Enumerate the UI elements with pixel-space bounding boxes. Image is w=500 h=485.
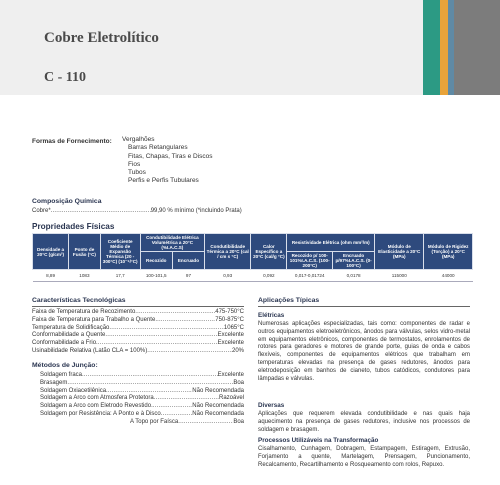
table-row: Soldagem fraca ..... Excelente (40, 372, 244, 380)
applications-title: Aplicações Típicas (258, 297, 320, 304)
composition-title: Composição Química (32, 198, 102, 205)
process-text: Cisalhamento, Cunhagem, Dobragem, Estampagem, Estiragem, Extrusão, Forjamento a quente, Martelagem, Prensagem, Puncionamento, Recalcamento, Recartilhamento e Rosqueamento com rolos, Repuxo. (258, 446, 470, 468)
cell-annealed: 100-101,5 (140, 270, 172, 282)
list-item: Fitas, Chapas, Tiras e Discos (128, 152, 213, 160)
forms-label: Formas de Fornecimento: (32, 138, 112, 145)
alloy-code: C - 110 (44, 70, 86, 85)
cell-elasticity: 115000 (375, 270, 424, 282)
table-row: Faixa de Temperatura para Trabalho a Quente ..... 750-875°C (32, 317, 244, 325)
th-elec-cond: Condutibilidade Elétrica Volumétrica a 20°C (%I.A.C.S) (140, 234, 204, 252)
th-rigidity: Módulo de Rigidez (Torção) a 20°C (MPa) (424, 234, 473, 270)
table-row: Soldagem a Arco com Atmosfera Protetora ..... Razoável (40, 395, 244, 403)
cell-res-annealed: 0,017-0,01724 (287, 270, 333, 282)
physical-properties-table (32, 233, 473, 282)
table-row: Soldagem por Resistência: A Ponto e à Disco ..... Não Recomendada (40, 411, 244, 419)
table-row: Soldagem a Arco com Eletrodo Revestido ..... Não Recomendada (40, 403, 244, 411)
tech-rows (32, 309, 244, 356)
cell-thermal: 0,93 (205, 270, 251, 282)
th-elasticity: Módulo de Elasticidade a 20°C (MPa) (375, 234, 424, 270)
th-hardened: Encruado (172, 252, 204, 270)
list-item: Barras Retangulares (128, 144, 188, 152)
th-density: Densidade a 20°C (g/cm³) (33, 234, 69, 270)
table-row: Conformabilidade a Quente ..... Excelente (32, 332, 244, 340)
electric-text: Numerosas aplicações especializadas, tais como: componentes de radar e outros equipamentos eletroeletrônicos, ânodos para válvulas, selos vidro-metal em equipamentos eletrônicos, componentes de termostatos, enrolamentos de rotores para geradores e motores de grande porte, guias de onda e cabos flexíveis, componentes de equipamentos elétricos que trabalham em temperaturas elevadas na presença de gases redutores, ânodos para eletrodeposição em banhos de cianeto, tubos catódicos, condutores para lâmpadas e válvulas. (258, 321, 470, 382)
table-row: Soldagem Oxiacetilênica ..... Não Recomendada (40, 388, 244, 396)
joining-rows (40, 372, 244, 427)
leader-dots (51, 208, 151, 216)
composition-row (32, 208, 282, 216)
header-band (0, 0, 500, 95)
th-resistivity: Resistividade Elétrica (ohm mm²/m) (287, 234, 375, 252)
diverse-title: Diversas (258, 402, 285, 409)
joining-title: Métodos de Junção: (32, 362, 98, 369)
stripe-green (423, 0, 440, 95)
cell-rigidity: 44000 (424, 270, 473, 282)
tech-title: Características Tecnológicas (32, 297, 126, 304)
list-item: Tubos (128, 169, 146, 177)
th-thermal: Condutibilidade Térmica a 20°C (cal / cm s °C) (205, 234, 251, 270)
stripe-gray (454, 0, 500, 95)
physical-title: Propriedades Físicas (32, 222, 115, 231)
list-item: Perfis e Perfis Tubulares (128, 177, 199, 185)
forms-list (122, 136, 213, 186)
cell-hardened: 97 (172, 270, 204, 282)
cell-melting: 1083 (69, 270, 101, 282)
table-row: Temperatura de Solidificação ..... 1065°C (32, 325, 244, 333)
th-annealed: Recozido (140, 252, 172, 270)
diverse-text: Aplicações que requerem elevada condutibilidade e nas quais haja aquecimento na presença de gases redutores, inclusive nos processos de soldagem e brasagem. (258, 411, 470, 433)
th-expansion: Coeficiente Médio de Expansão Térmica (20 - 300°C) (10⁻⁶/°C) (100, 234, 140, 270)
process-title: Processos Utilizáveis na Transformação (258, 437, 379, 444)
composition-key: Cobre* (32, 208, 51, 214)
table-row: Brasagem ..... Boa (40, 380, 244, 388)
table-row: A Topo por Faísca ..... Boa (40, 419, 244, 427)
th-melting: Ponto de Fusão (°C) (69, 234, 101, 270)
list-item: Vergalhões (122, 136, 155, 143)
table-row: Faixa de Temperatura de Recozimento ..... 475-750°C (32, 309, 244, 317)
th-specific-heat: Calor Específico a 20°C (cal/g °C) (251, 234, 287, 270)
electric-title: Elétricas (258, 312, 285, 319)
tech-rule (32, 306, 244, 307)
table-row: Conformabilidade a Frio ..... Excelente (32, 340, 244, 348)
cell-res-hardened: 0,0178 (333, 270, 375, 282)
list-item: Fios (128, 160, 141, 168)
applications-rule (258, 306, 470, 307)
cell-expansion: 17,7 (100, 270, 140, 282)
th-res-hardened: Encruado p/97%I.A.C.S. (0-100°C) (333, 252, 375, 270)
page-title: Cobre Eletrolítico (44, 30, 159, 46)
cell-specific-heat: 0,092 (251, 270, 287, 282)
composition-value: 99,90 % mínimo (*incluindo Prata) (150, 208, 242, 214)
stripe-orange (440, 0, 448, 95)
cell-density: 8,89 (33, 270, 69, 282)
th-res-annealed: Recozido p/ 100-101%I.A.C.S. (100-200°C) (287, 252, 333, 270)
table-row: Usinabilidade Relativa (Latão CLA = 100%) ..... 20% (32, 348, 244, 356)
